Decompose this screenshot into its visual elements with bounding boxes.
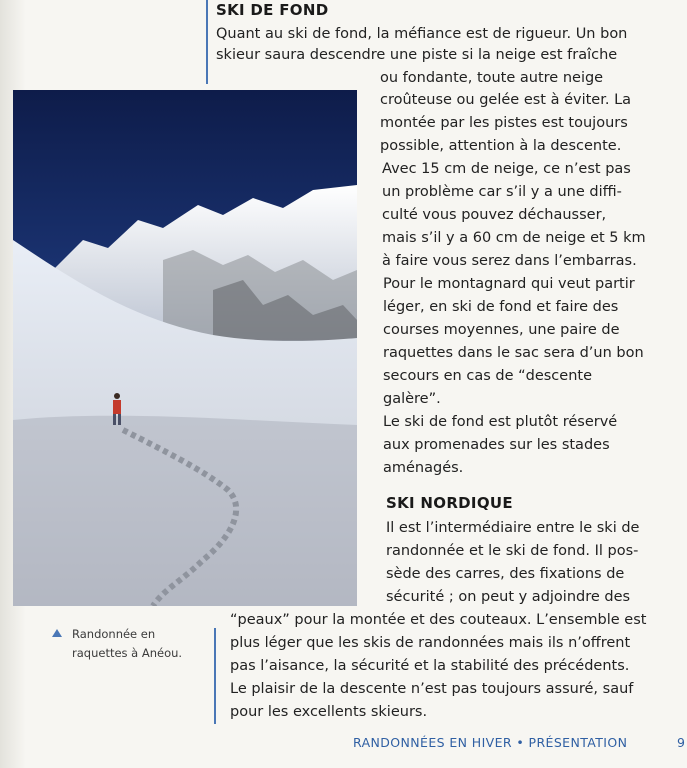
- body-line: un problème car s’il y a une diffi-: [382, 184, 622, 200]
- body-line: galère”.: [383, 391, 441, 407]
- body-line: courses moyennes, une paire de: [383, 322, 620, 338]
- body-line: pas l’aisance, la sécurité et la stabilité des précédents.: [230, 658, 630, 674]
- mountain-landscape-illustration: [13, 90, 357, 606]
- body-line: ou fondante, toute autre neige: [380, 70, 604, 86]
- body-line: raquettes dans le sac sera d’un bon: [383, 345, 644, 361]
- column-rule-top: [206, 0, 208, 84]
- body-line: secours en cas de “descente: [383, 368, 592, 384]
- body-line: plus léger que les skis de randonnées mais ils n’offrent: [230, 635, 631, 651]
- body-line: Il est l’intermédiaire entre le ski de: [386, 520, 640, 536]
- body-line: culté vous pouvez déchausser,: [382, 207, 607, 223]
- caption-line: raquettes à Anéou.: [72, 646, 183, 660]
- body-line: Pour le montagnard qui veut partir: [383, 276, 635, 292]
- body-line: possible, attention à la descente.: [380, 138, 622, 154]
- snowshoe-hike-photo: [13, 90, 357, 606]
- body-line: Le ski de fond est plutôt réservé: [383, 414, 618, 430]
- body-line: Avec 15 cm de neige, ce n’est pas: [382, 161, 631, 177]
- body-line: “peaux” pour la montée et des couteaux. L’ensemble est: [230, 612, 647, 628]
- section-title-ski-nordique: SKI NORDIQUE: [386, 494, 513, 512]
- body-line: à faire vous serez dans l’embarras.: [382, 253, 637, 269]
- body-line: randonnée et le ski de fond. Il pos-: [386, 543, 639, 559]
- running-footer: RANDONNÉES EN HIVER • PRÉSENTATION: [353, 735, 628, 750]
- body-line: léger, en ski de fond et faire des: [383, 299, 619, 315]
- body-line: sécurité ; on peut y adjoindre des: [386, 589, 631, 605]
- body-line: sède des carres, des fixations de: [386, 566, 625, 582]
- column-rule-bottom: [214, 628, 216, 724]
- body-line: pour les excellents skieurs.: [230, 704, 428, 720]
- section-title-ski-de-fond: SKI DE FOND: [216, 1, 329, 19]
- body-line: croûteuse ou gelée est à éviter. La: [380, 92, 632, 108]
- body-line: montée par les pistes est toujours: [380, 115, 628, 131]
- body-line: aux promenades sur les stades: [383, 437, 610, 453]
- body-line: Quant au ski de fond, la méfiance est de rigueur. Un bon: [216, 26, 628, 42]
- caption-triangle-icon: [52, 629, 62, 637]
- body-line: mais s’il y a 60 cm de neige et 5 km: [382, 230, 646, 246]
- caption-line: Randonnée en: [72, 627, 156, 641]
- body-line: aménagés.: [383, 460, 464, 476]
- body-line: skieur saura descendre une piste si la neige est fraîche: [216, 47, 618, 63]
- page-number: 9: [677, 735, 685, 750]
- body-line: Le plaisir de la descente n’est pas toujours assuré, sauf: [230, 681, 634, 697]
